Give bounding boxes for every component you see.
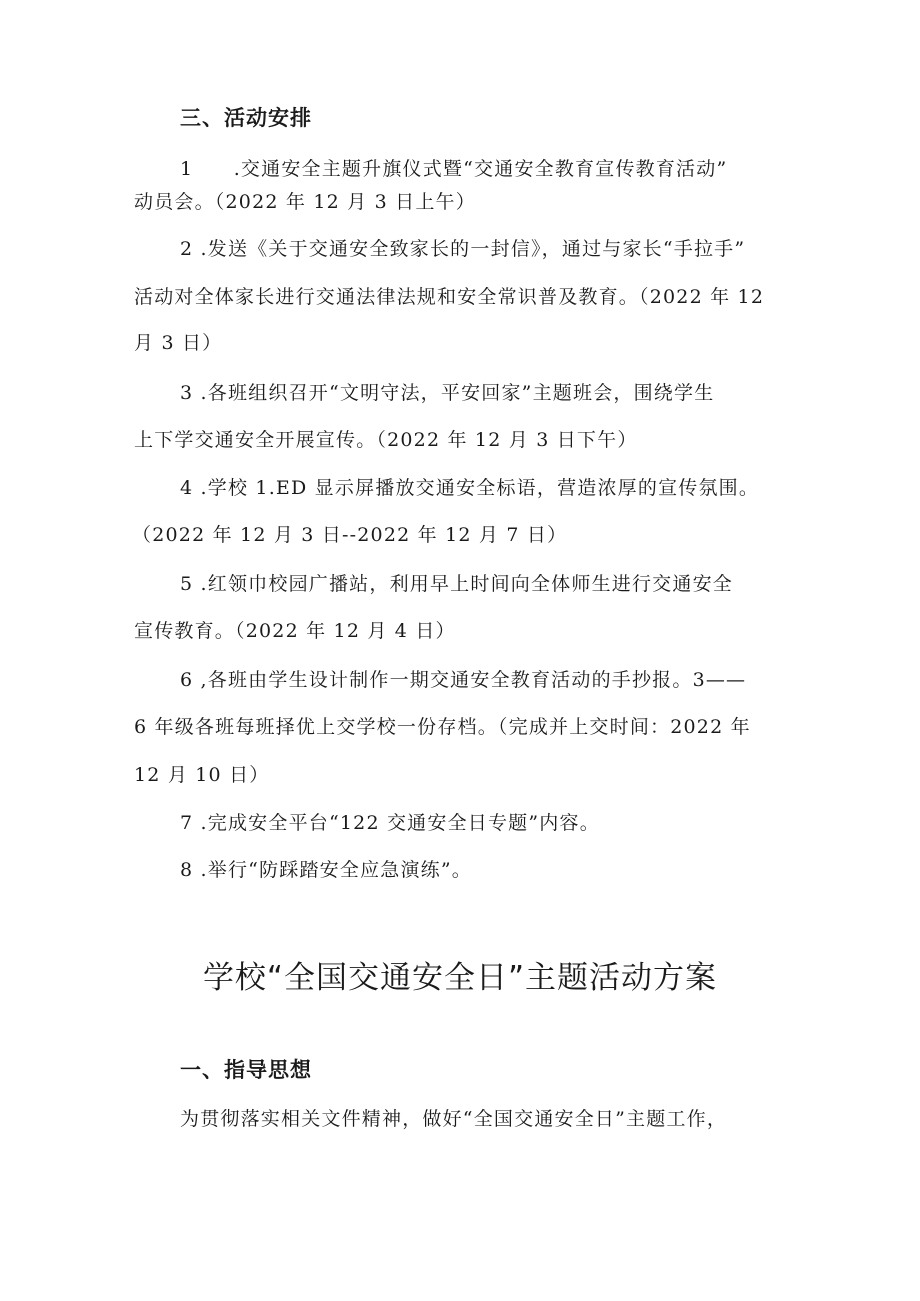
list-item-6-line-3: 12 月 10 日）	[134, 764, 270, 786]
list-item-2-line-2: 活动对全体家长进行交通法律法规和安全常识普及教育。（2022 年 12	[134, 286, 765, 308]
section-heading-guiding-ideology: 一、指导思想	[180, 1058, 312, 1082]
list-item-6-line-1: 6 ,各班由学生设计制作一期交通安全教育活动的手抄报。3——	[180, 669, 747, 691]
section-heading-arrangements: 三、活动安排	[180, 106, 312, 130]
list-item-6-line-2: 6 年级各班每班择优上交学校一份存档。（完成并上交时间：2022 年	[134, 716, 751, 738]
paragraph-line-1: 为贯彻落实相关文件精神，做好“全国交通安全日”主题工作，	[180, 1108, 728, 1130]
list-item-2-line-3: 月 3 日）	[134, 332, 223, 354]
list-item-1-line-2: 动员会。（2022 年 12 月 3 日上午）	[134, 191, 476, 213]
list-item-3-line-1: 3 .各班组织召开“文明守法，平安回家”主题班会，围绕学生	[180, 382, 715, 404]
list-item-5-line-1: 5 .红领巾校园广播站，利用早上时间向全体师生进行交通安全	[180, 573, 733, 595]
list-item-5-line-2: 宣传教育。（2022 年 12 月 4 日）	[134, 620, 456, 642]
list-item-3-line-2: 上下学交通安全开展宣传。（2022 年 12 月 3 日下午）	[134, 429, 638, 451]
list-item-8-line-1: 8 .举行“防踩踏安全应急演练”。	[180, 859, 472, 881]
list-item-1-line-1: 1 .交通安全主题升旗仪式暨“交通安全教育宣传教育活动”	[180, 158, 728, 180]
list-item-7-line-1: 7 .完成安全平台“122 交通安全日专题”内容。	[180, 812, 600, 834]
list-item-4-line-1: 4 .学校 1.ED 显示屏播放交通安全标语，营造浓厚的宣传氛围。	[180, 477, 760, 499]
document-title: 学校“全国交通安全日”主题活动方案	[202, 960, 718, 996]
list-item-2-line-1: 2 .发送《关于交通安全致家长的一封信》，通过与家长“手拉手”	[180, 238, 746, 260]
list-item-4-line-2: （2022 年 12 月 3 日--2022 年 12 月 7 日）	[132, 524, 568, 546]
